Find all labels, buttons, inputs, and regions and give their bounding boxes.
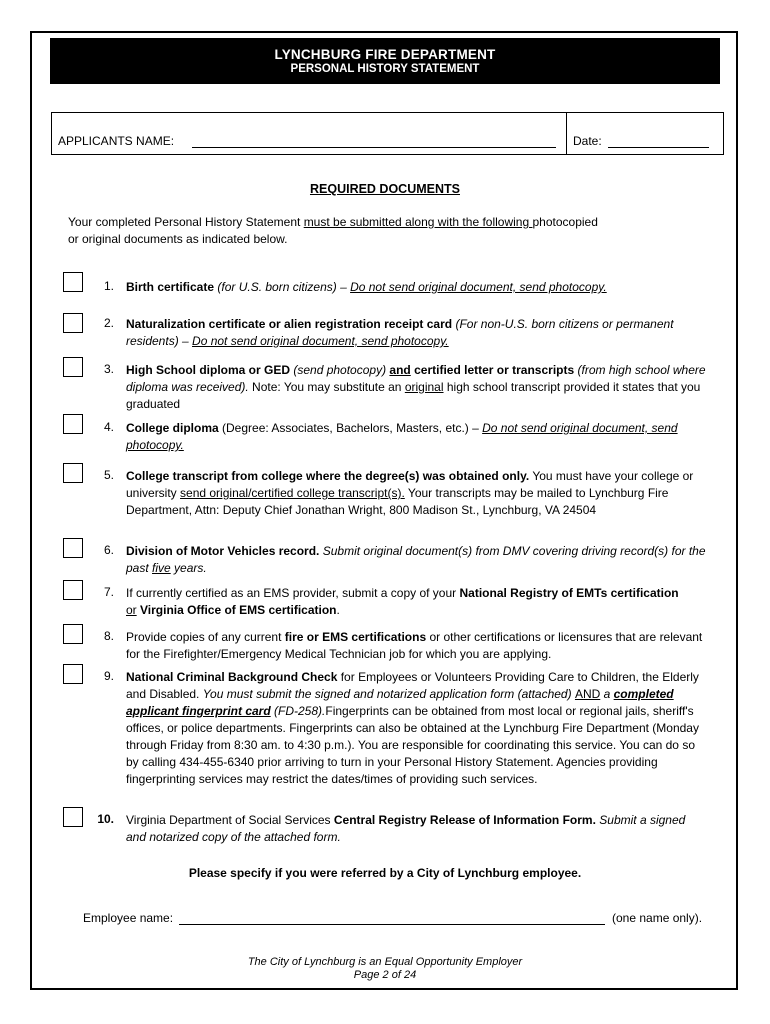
item-fire-ems-certs: Provide copies of any current fire or EMS certifications or other certifications or licensures that are relevant for the Firefighter/Emergency Medical Technician job for which you are applying. <box>126 630 703 661</box>
checkbox-item-9[interactable] <box>63 664 83 684</box>
item-college-transcript: College transcript from college where the degree(s) was obtained only. You must have your college or university send original/certified college transcript(s). Your transcripts may be mailed to Lynchburg Fire Department, Attn: Deputy Chief Jonathan Wright, 800 Madison St., Lynchburg, VA 24504 <box>126 469 694 517</box>
item-number: 7. <box>103 585 114 599</box>
checkbox-item-6[interactable] <box>63 538 83 558</box>
item-number: 4. <box>103 420 114 434</box>
section-title: REQUIRED DOCUMENTS <box>309 182 460 196</box>
referral-prompt: Please specify if you were referred by a City of Lynchburg employee. <box>188 866 582 880</box>
checkbox-item-2[interactable] <box>63 313 83 333</box>
checkbox-item-1[interactable] <box>63 272 83 292</box>
applicant-info-box <box>51 112 724 155</box>
item-naturalization: Naturalization certificate or alien registration receipt card (For non-U.S. born citizens or permanent residents) – Do not send original document, send photocopy. <box>126 317 674 348</box>
page-header <box>50 38 720 84</box>
page-number: Page 2 of 24 <box>353 969 417 981</box>
employee-name-label: Employee name: <box>83 911 174 925</box>
checkbox-item-4[interactable] <box>63 414 83 434</box>
date-label: Date: <box>573 134 602 148</box>
checkbox-item-3[interactable] <box>63 357 83 377</box>
item-dmv-record: Division of Motor Vehicles record. Submit original document(s) from DMV covering driving record(s) for the past five years. <box>126 544 706 575</box>
date-field[interactable] <box>608 147 709 148</box>
item-number: 9. <box>103 669 114 683</box>
applicant-name-label: APPLICANTS NAME: <box>58 134 175 148</box>
item-central-registry: Virginia Department of Social Services Central Registry Release of Information Form. Submit a signed and notarized copy of the attached form. <box>126 813 686 844</box>
item-number: 5. <box>103 468 114 482</box>
intro-paragraph: Your completed Personal History Statement must be submitted along with the following photocopied or original documents as indicated below. <box>68 215 598 246</box>
item-high-school: High School diploma or GED (send photocopy) and certified letter or transcripts (from high school where diploma was received). Note: You may substitute an original high school transcript provided it states that you graduated <box>126 363 706 411</box>
item-number: 8. <box>103 629 114 643</box>
checkbox-item-8[interactable] <box>63 624 83 644</box>
employee-name-field[interactable] <box>179 924 605 925</box>
item-number: 10. <box>97 812 114 826</box>
page-footer <box>0 956 770 982</box>
item-number: 2. <box>103 316 114 330</box>
checkbox-item-5[interactable] <box>63 463 83 483</box>
item-college-diploma: College diploma (Degree: Associates, Bachelors, Masters, etc.) – Do not send original document, send photocopy. <box>126 421 678 452</box>
checkbox-item-7[interactable] <box>63 580 83 600</box>
item-number: 3. <box>103 362 114 376</box>
item-background-check: National Criminal Background Check for Employees or Volunteers Providing Care to Children, the Elderly and Disabled. You must submit the signed and notarized application form (attached) AND a completed applicant fingerprint card (FD-258).Fingerprints can be obtained from most local or regional jails, sheriff's offices, or police departments. Fingerprints can also be obtained at the Lynchburg Fire Department (Monday through Friday from 8:30 am. to 4:30 p.m.). You are responsible for coordinating this service. You can do so by calling 434-455-6340 prior arriving to turn in your Personal History Statement. Agencies providing fingerprinting services may restrict the dates/times of providing such services. <box>126 670 699 786</box>
checkbox-item-10[interactable] <box>63 807 83 827</box>
item-number: 1. <box>103 279 114 293</box>
eoe-statement: The City of Lynchburg is an Equal Opportunity Employer <box>247 956 523 968</box>
box-divider <box>566 113 567 154</box>
item-ems-certification: If currently certified as an EMS provider, submit a copy of your National Registry of EMTs certification or Virginia Office of EMS certification. <box>126 586 679 617</box>
employee-name-note: (one name only). <box>612 911 703 925</box>
applicant-name-field[interactable] <box>192 147 556 148</box>
item-birth-certificate: Birth certificate (for U.S. born citizens) – Do not send original document, send photocopy. <box>126 280 607 294</box>
department-title: LYNCHBURG FIRE DEPARTMENT <box>274 47 496 62</box>
item-number: 6. <box>103 543 114 557</box>
document-title: PERSONAL HISTORY STATEMENT <box>290 63 480 75</box>
